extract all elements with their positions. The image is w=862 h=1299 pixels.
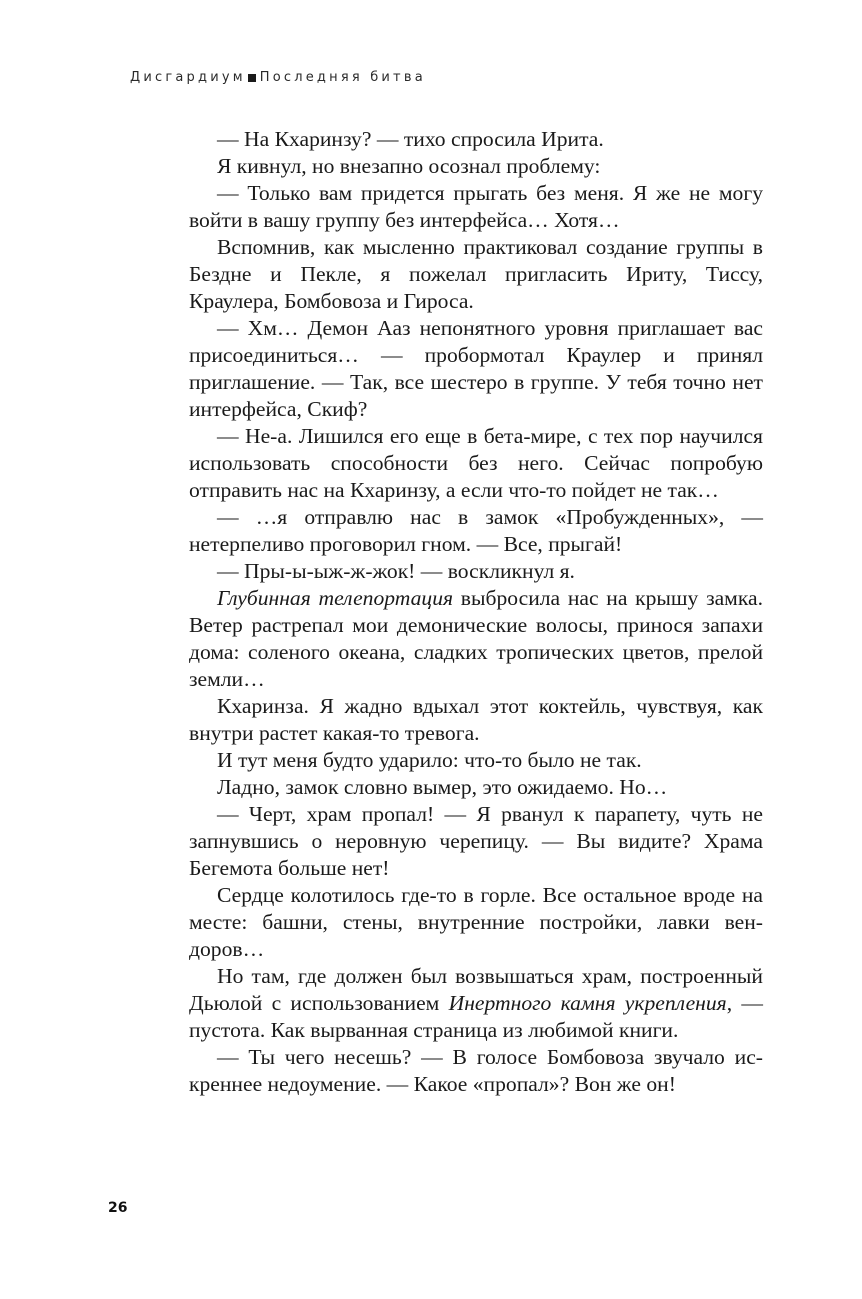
paragraph: — Ты чего несешь? — В голосе Бомбовоза звучало искреннее недоумение. — Какое «пропал»? Вон же он! <box>189 1045 763 1096</box>
book-subtitle: Последняя битва <box>259 70 426 85</box>
paragraph: — Только вам придется прыгать без меня. Я же не могу войти в вашу группу без интерфейса… Хотя… <box>189 181 763 232</box>
running-head <box>130 70 426 85</box>
page-number: 26 <box>108 1200 128 1216</box>
paragraph: Ладно, замок словно вымер, это ожидаемо. Но… <box>217 775 668 799</box>
paragraph: Сердце колотилось где-то в горле. Все остальное вроде на месте: башни, стены, внутренние постройки, лавки вендоров… <box>189 883 763 961</box>
paragraph: — Не-а. Лишился его еще в бета-мире, с тех пор научился использовать способности без него. Сейчас попробую отправить нас на Кхаринзу, а если что-то пойдет не так… <box>189 424 763 502</box>
italic-term: Инертного камня укрепления <box>448 991 727 1015</box>
paragraph: Я кивнул, но внезапно осознал проблему: <box>217 154 601 178</box>
paragraph: И тут меня будто ударило: что-то было не так. <box>217 748 642 772</box>
paragraph: Вспомнив, как мысленно практиковал создание группы в Бездне и Пекле, я пожелал пригласить Ириту, Тиссу, Краулера, Бомбовоза и Гироса. <box>189 235 763 313</box>
paragraph: — Черт, храм пропал! — Я рванул к парапету, чуть не запнувшись о неровную черепицу. — Вы видите? Храма Бегемота больше нет! <box>189 802 763 880</box>
paragraph: Глубинная телепортация выбросила нас на крышу замка. Ветер растрепал мои демонические волосы, принося запахи дома: соленого океана, сладких тропических цветов, прелой земли… <box>189 586 763 691</box>
paragraph: — Пры-ы-ыж-ж-жок! — воскликнул я. <box>217 559 575 583</box>
book-title: Дисгардиум <box>130 70 246 85</box>
paragraph: Кхаринза. Я жадно вдыхал этот коктейль, чувствуя, как внутри растет какая-то тревога. <box>189 694 763 745</box>
body-text <box>189 126 763 1098</box>
paragraph: — Хм… Демон Ааз непонятного уровня приглашает вас присоединиться… — пробормотал Краулер и принял приглашение. — Так, все шестеро в группе. У тебя точно нет интерфейса, Скиф? <box>189 316 763 421</box>
paragraph: Но там, где должен был возвышаться храм, построенный Дьюлой с использованием Инертного камня укрепления, — пустота. Как вырванная страница из любимой книги. <box>189 964 763 1042</box>
paragraph: — На Кхаринзу? — тихо спросила Ирита. <box>217 127 604 151</box>
separator-square-icon <box>248 74 256 82</box>
italic-term: Глубинная телепортация <box>217 586 454 610</box>
paragraph: — …я отправлю нас в замок «Пробужденных», — нетерпеливо проговорил гном. — Все, прыгай! <box>189 505 763 556</box>
